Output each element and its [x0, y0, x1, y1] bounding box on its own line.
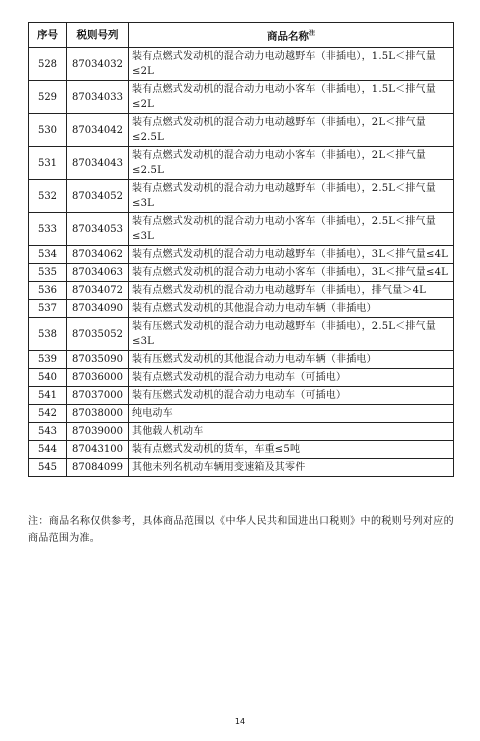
- row-code: 87034090: [67, 300, 129, 318]
- table-row: [29, 387, 454, 405]
- row-name: 装有点燃式发动机的混合动力电动越野车（非插电），3L＜排气量≤4L: [129, 246, 454, 264]
- row-name: 装有点燃式发动机的其他混合动力电动车辆（非插电）: [129, 300, 454, 318]
- row-code: 87084099: [67, 459, 129, 477]
- row-name: 纯电动车: [129, 405, 454, 423]
- tariff-table: [28, 22, 454, 477]
- row-name: 装有点燃式发动机的混合动力电动小客车（非插电），2.5L＜排气量≤3L: [129, 213, 454, 246]
- header-name-text: 商品名称: [266, 30, 309, 43]
- row-code: 87039000: [67, 423, 129, 441]
- row-code: 87035052: [67, 318, 129, 351]
- table-row: [29, 405, 454, 423]
- row-seq: 528: [29, 48, 67, 81]
- row-code: 87034063: [67, 264, 129, 282]
- row-name: 装有点燃式发动机的混合动力电动越野车（非插电），排气量＞4L: [129, 282, 454, 300]
- row-name: 装有点燃式发动机的混合动力电动越野车（非插电），2.5L＜排气量≤3L: [129, 180, 454, 213]
- row-seq: 540: [29, 369, 67, 387]
- row-seq: 536: [29, 282, 67, 300]
- row-seq: 534: [29, 246, 67, 264]
- table-row: [29, 213, 454, 246]
- table-header-row: [29, 23, 454, 48]
- row-code: 87034053: [67, 213, 129, 246]
- row-seq: 531: [29, 147, 67, 180]
- row-seq: 535: [29, 264, 67, 282]
- row-code: 87038000: [67, 405, 129, 423]
- row-name: 装有点燃式发动机的混合动力电动车（可插电）: [129, 369, 454, 387]
- table-row: [29, 459, 454, 477]
- row-code: 87034052: [67, 180, 129, 213]
- row-seq: 542: [29, 405, 67, 423]
- table-row: [29, 351, 454, 369]
- row-code: 87034042: [67, 114, 129, 147]
- header-name-note-mark: 注: [308, 29, 315, 37]
- row-code: 87034072: [67, 282, 129, 300]
- row-seq: 533: [29, 213, 67, 246]
- row-seq: 529: [29, 81, 67, 114]
- row-seq: 532: [29, 180, 67, 213]
- row-seq: 539: [29, 351, 67, 369]
- row-code: 87035090: [67, 351, 129, 369]
- row-name: 装有压燃式发动机的混合动力电动车（可插电）: [129, 387, 454, 405]
- header-code: 税则号列: [67, 23, 129, 48]
- row-name: 装有压燃式发动机的其他混合动力电动车辆（非插电）: [129, 351, 454, 369]
- row-seq: 538: [29, 318, 67, 351]
- table-row: [29, 81, 454, 114]
- footnote: 注：商品名称仅供参考，具体商品范围以《中华人民共和国进出口税则》中的税则号列对应的商品范围为准。: [28, 516, 454, 544]
- row-name: 装有点燃式发动机的混合动力电动小客车（非插电），3L＜排气量≤4L: [129, 264, 454, 282]
- table-row: [29, 246, 454, 264]
- row-seq: 541: [29, 387, 67, 405]
- row-code: 87034032: [67, 48, 129, 81]
- header-name: [129, 23, 454, 48]
- row-seq: 545: [29, 459, 67, 477]
- page-number: 14: [234, 717, 246, 726]
- row-seq: 544: [29, 441, 67, 459]
- row-seq: 537: [29, 300, 67, 318]
- row-code: 87043100: [67, 441, 129, 459]
- table-row: [29, 264, 454, 282]
- row-name: 装有点燃式发动机的混合动力电动越野车（非插电），2L＜排气量≤2.5L: [129, 114, 454, 147]
- row-code: 87034062: [67, 246, 129, 264]
- table-row: [29, 147, 454, 180]
- table-row: [29, 441, 454, 459]
- row-name: 装有点燃式发动机的混合动力电动越野车（非插电），1.5L＜排气量≤2L: [129, 48, 454, 81]
- table-row: [29, 180, 454, 213]
- table-row: [29, 423, 454, 441]
- table-row: [29, 114, 454, 147]
- row-name: 装有点燃式发动机的混合动力电动小客车（非插电），2L＜排气量≤2.5L: [129, 147, 454, 180]
- row-name: 装有压燃式发动机的混合动力电动越野车（非插电），2.5L＜排气量≤3L: [129, 318, 454, 351]
- row-name: 其他未列名机动车辆用变速箱及其零件: [129, 459, 454, 477]
- row-seq: 530: [29, 114, 67, 147]
- row-code: 87034043: [67, 147, 129, 180]
- row-code: 87034033: [67, 81, 129, 114]
- header-seq: 序号: [29, 23, 67, 48]
- row-code: 87036000: [67, 369, 129, 387]
- row-name: 装有点燃式发动机的混合动力电动小客车（非插电），1.5L＜排气量≤2L: [129, 81, 454, 114]
- row-name: 装有点燃式发动机的货车，车重≤5吨: [129, 441, 454, 459]
- row-seq: 543: [29, 423, 67, 441]
- table-row: [29, 48, 454, 81]
- table-row: [29, 318, 454, 351]
- row-name: 其他载人机动车: [129, 423, 454, 441]
- table-row: [29, 282, 454, 300]
- table-row: [29, 369, 454, 387]
- table-row: [29, 300, 454, 318]
- row-code: 87037000: [67, 387, 129, 405]
